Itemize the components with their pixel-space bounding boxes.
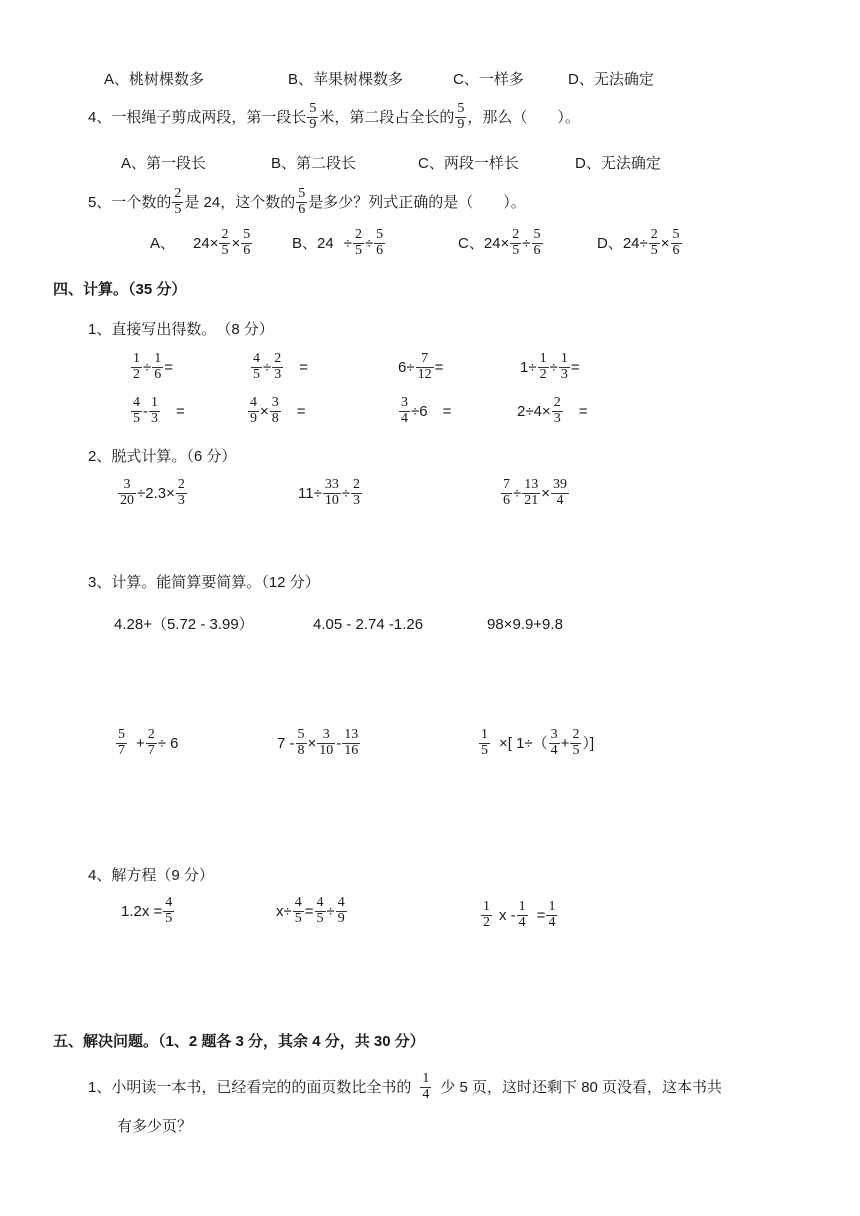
stepwise-calc-1: $\frac{3}{20}$ ÷2.3× $\frac{2}{3}$ [120,477,185,508]
q4-text-3: ，那么（ ）。 [467,108,580,126]
fraction: $\frac{2}{5}$ [174,186,182,217]
section-4-sub-1: 1、直接写出得数。 （8 分） [88,321,274,338]
section-4-sub-2: 2、脱式计算。（6 分） [88,448,237,465]
equation-2: x÷ $\frac{4}{5}$ = $\frac{4}{5}$ ÷ $\frac{4}{9}$ [276,895,345,926]
section-4-sub-4: 4、解方程（9 分） [88,867,214,884]
q4-question [88,102,580,132]
fraction: $\frac{5}{6}$ [298,186,306,217]
q4-text-1: 4、一根绳子剪成两段，第一段长 [88,108,307,126]
simplify-calc-1: 4.28+（5.72 - 3.99） [114,616,254,633]
q4-option-b: B、第二段长 [271,155,357,172]
q4-option-d: D、无法确定 [575,155,661,172]
simplify-calc-6: $\frac{1}{5}$ ×[ 1÷（ $\frac{3}{4}$ + $\frac{2}{5}$ ）] [481,727,595,758]
direct-calc-8: 2÷4× $\frac{2}{3}$ = [517,395,588,426]
direct-calc-1: $\frac{1}{2}$ ÷ $\frac{1}{6}$ = [133,351,173,382]
direct-calc-2: $\frac{4}{5}$ ÷ $\frac{2}{3}$ = [253,351,308,382]
direct-calc-3: 6÷ $\frac{7}{12}$ = [398,351,444,382]
q5-option-a: A、 24× $\frac{2}{5}$ × $\frac{5}{6}$ [150,227,251,258]
q5-question [88,187,526,217]
problem-1-line-1: 1、小明读一本书，已经看完的的面页数比全书的 $\frac{1}{4}$ 少 5 页，这时还剩下 80 页没看，这本书共 [88,1071,723,1102]
section-4-title: 四、计算。（35 分） [53,281,187,298]
problem-1-line-2: 有多少页？ [117,1118,193,1135]
q5-option-d: D、24÷ $\frac{2}{5}$ × $\frac{5}{6}$ [597,227,680,258]
stepwise-calc-2: 11÷ $\frac{33}{10}$ ÷ $\frac{2}{3}$ [298,477,361,508]
q3-option-d: D、无法确定 [568,71,654,88]
simplify-calc-2: 4.05 - 2.74 -1.26 [313,616,424,633]
q5-text-1: 5、一个数的 [88,193,172,211]
simplify-calc-4: $\frac{5}{7}$ + $\frac{2}{7}$ ÷ 6 [118,727,179,758]
direct-calc-4: 1÷ $\frac{1}{2}$ ÷ $\frac{1}{3}$ = [520,351,580,382]
q5-option-c: C、24× $\frac{2}{5}$ ÷ $\frac{5}{6}$ [458,227,541,258]
simplify-calc-5: 7 - $\frac{5}{8}$ × $\frac{3}{10}$ - $\frac{13}{16}$ [277,727,359,758]
q3-option-c: C、一样多 [453,71,524,88]
fraction: $\frac{5}{9}$ [309,101,317,132]
direct-calc-6: $\frac{4}{9}$ × $\frac{3}{8}$ = [250,395,306,426]
simplify-calc-3: 98×9.9+9.8 [487,616,563,633]
q3-option-b: B、苹果树棵数多 [288,71,404,88]
section-5-title: 五、解决问题。（1、2 题各 3 分，其余 4 分，共 30 分） [53,1033,425,1050]
q5-text-3: 是多少？列式正确的是（ ）。 [308,193,526,211]
q3-option-a: A、桃树棵数多 [104,71,205,88]
q4-option-c: C、两段一样长 [418,155,519,172]
direct-calc-7: $\frac{3}{4}$ ÷6 = [401,395,452,426]
stepwise-calc-3: $\frac{7}{6}$ ÷ $\frac{13}{21}$ × $\frac{39}{4}$ [503,477,567,508]
direct-calc-5: $\frac{4}{5}$ - $\frac{1}{3}$ = [133,395,185,426]
fraction: $\frac{5}{9}$ [457,101,465,132]
equation-1: 1.2x = $\frac{4}{5}$ [121,895,173,926]
q5-text-2: 是 24，这个数的 [184,193,296,211]
q4-option-a: A、第一段长 [121,155,207,172]
equation-3: $\frac{1}{2}$ x - $\frac{1}{4}$ = $\frac{1}{4}$ [483,899,556,930]
section-4-sub-3: 3、计算。能简算要简算。（12 分） [88,574,320,591]
q4-text-2: 米，第二段占全长的 [319,108,455,126]
q5-option-b: B、24 ÷ $\frac{2}{5}$ ÷ $\frac{5}{6}$ [292,227,384,258]
